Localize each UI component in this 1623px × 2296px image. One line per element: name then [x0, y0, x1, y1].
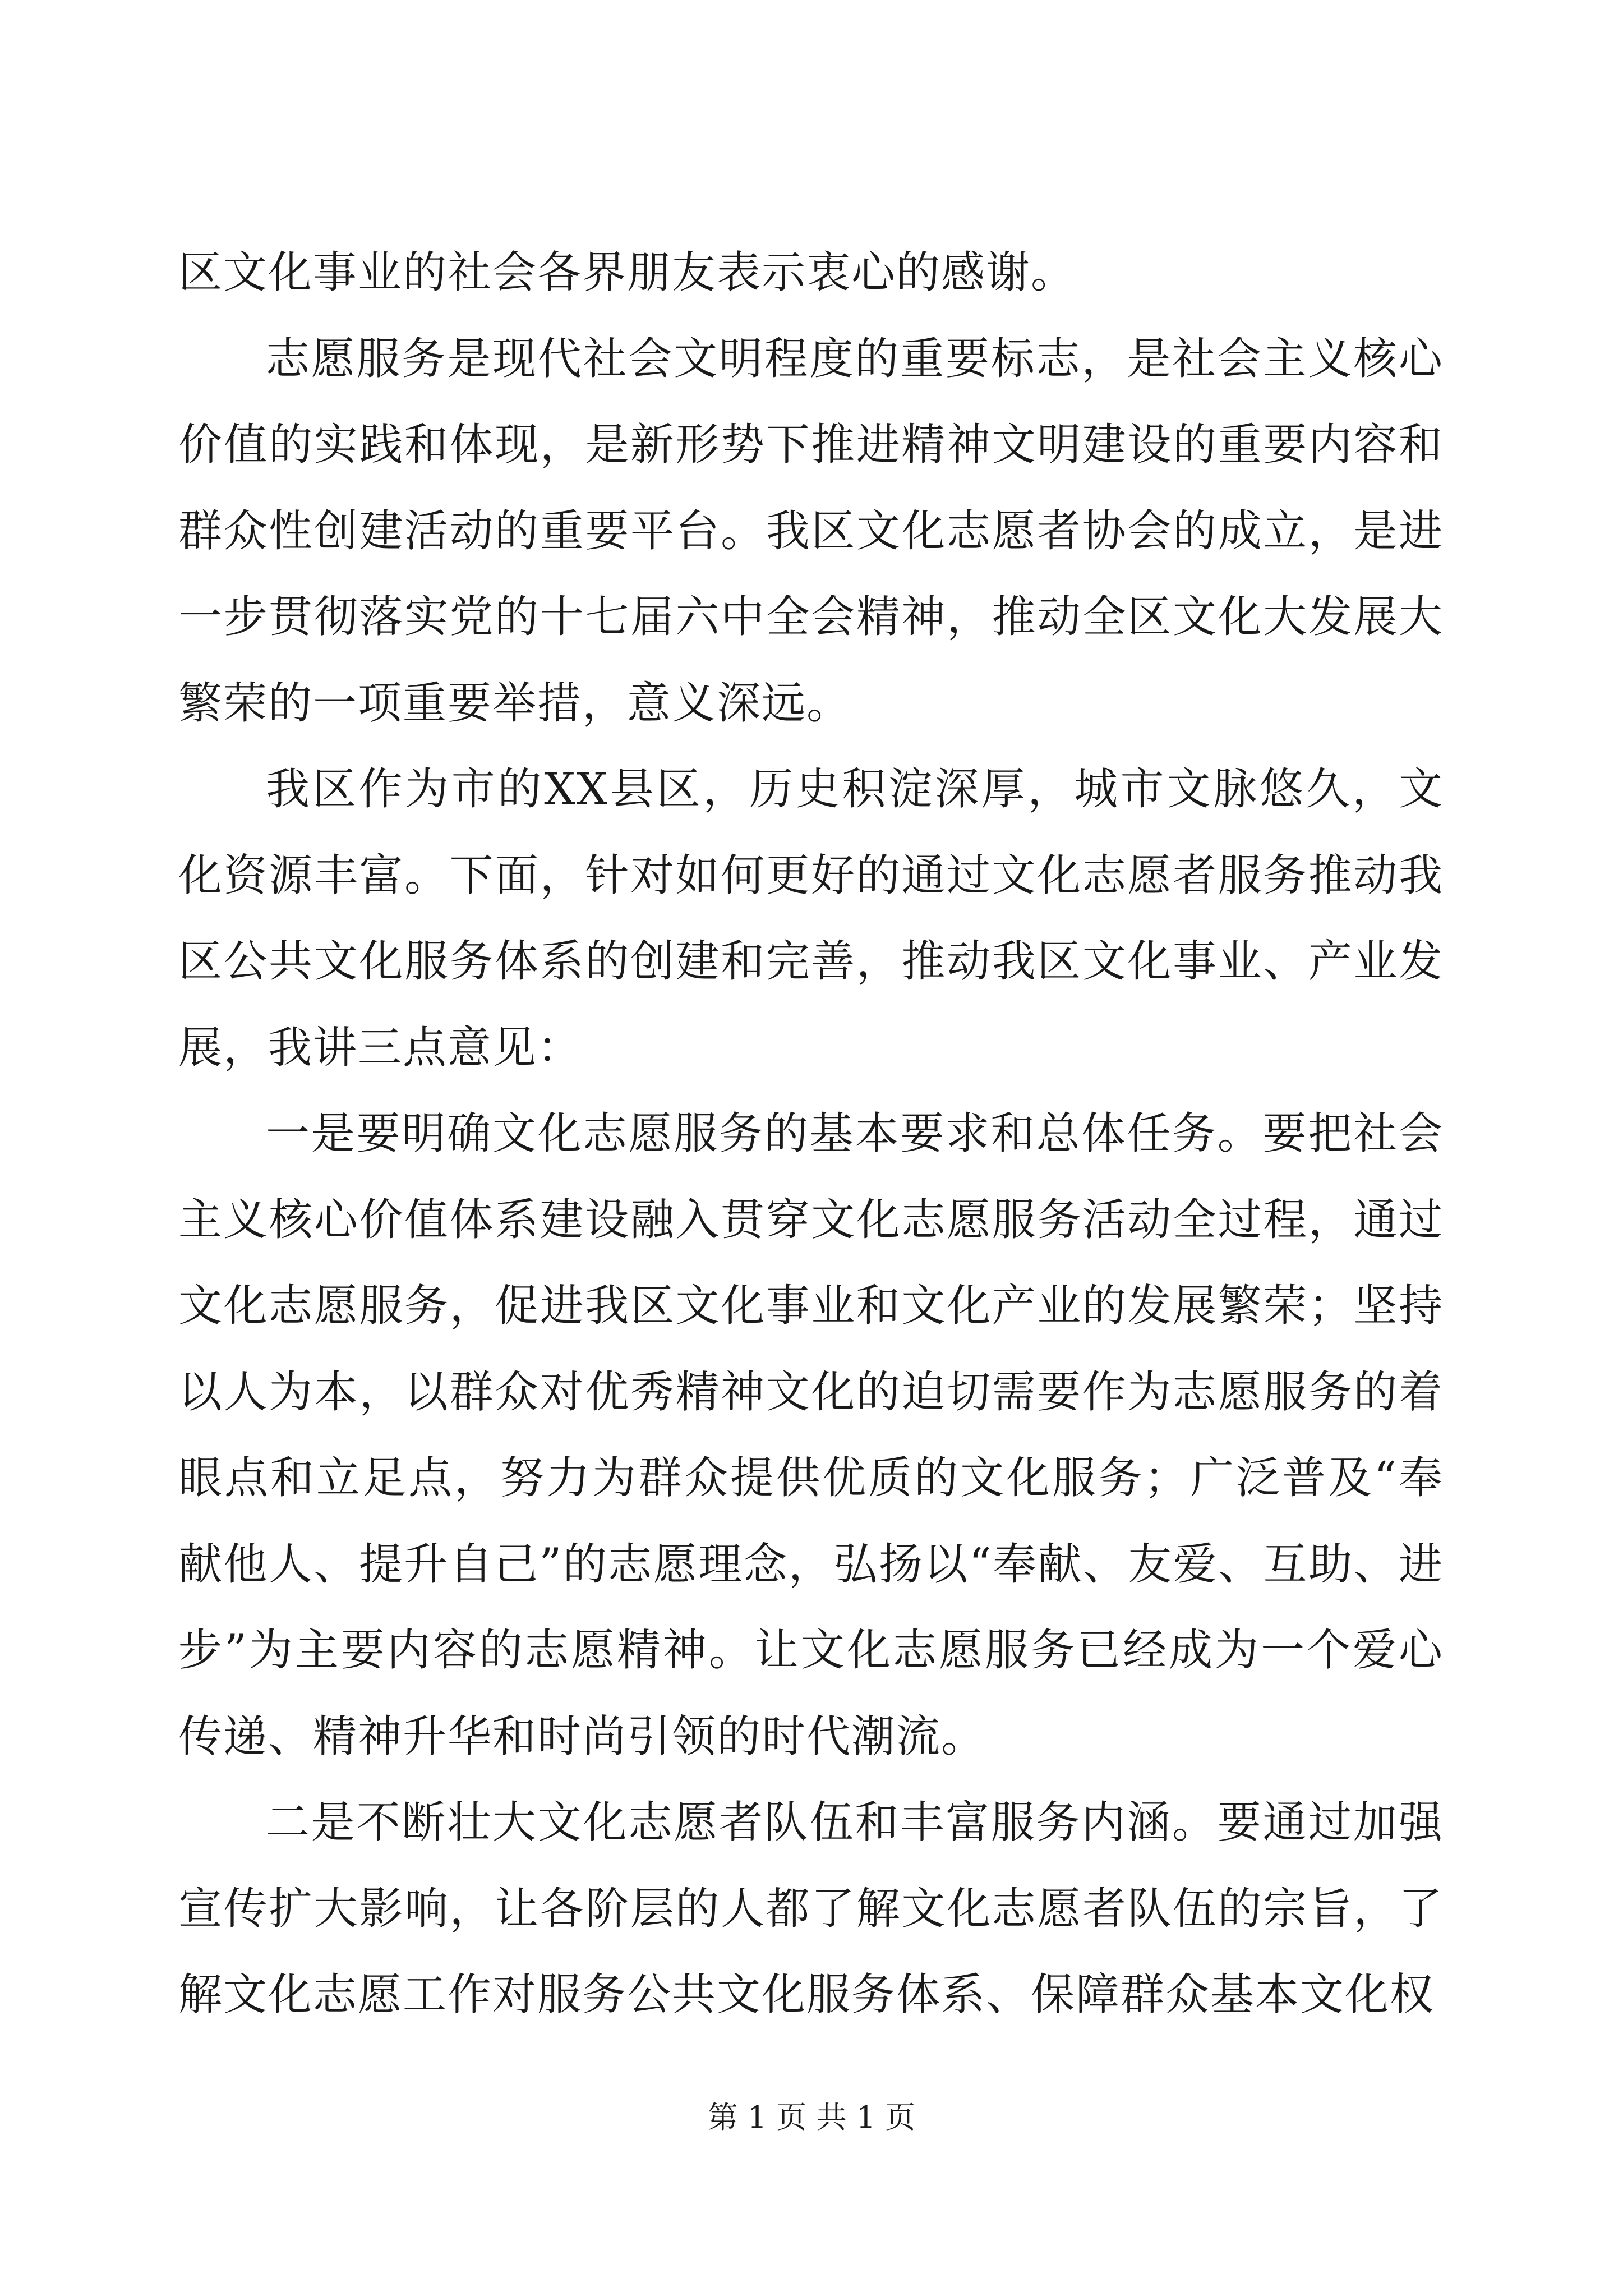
page-number-label: 第 1 页 共 1 页: [707, 2100, 916, 2135]
document-body: [178, 230, 1444, 2039]
page-footer: [0, 2098, 1623, 2137]
paragraph-3: 我区作为市的XX县区，历史积淀深厚，城市文脉悠久，文化资源丰富。下面，针对如何更好的通过文化志愿者服务推动我区公共文化服务体系的创建和完善，推动我区文化事业、产业发展，我讲三点意见：: [178, 764, 1444, 1073]
paragraph-2: 志愿服务是现代社会文明程度的重要标志，是社会主义核心价值的实践和体现，是新形势下推进精神文明建设的重要内容和群众性创建活动的重要平台。我区文化志愿者协会的成立，是进一步贯彻落实党的十七届六中全会精神，推动全区文化大发展大繁荣的一项重要举措，意义深远。: [178, 333, 1444, 729]
paragraph-5: 二是不断壮大文化志愿者队伍和丰富服务内涵。要通过加强宣传扩大影响，让各阶层的人都了解文化志愿者队伍的宗旨，了解文化志愿工作对服务公共文化服务体系、保障群众基本文化权: [178, 1797, 1444, 2020]
paragraph-1: 区文化事业的社会各界朋友表示衷心的感谢。: [178, 247, 1076, 298]
paragraph-4: 一是要明确文化志愿服务的基本要求和总体任务。要把社会主义核心价值体系建设融入贯穿文化志愿服务活动全过程，通过文化志愿服务，促进我区文化事业和文化产业的发展繁荣；坚持以人为本，以群众对优秀精神文化的迫切需要作为志愿服务的着眼点和立足点，努力为群众提供优质的文化服务；广泛普及“奉献他人、提升自己”的志愿理念，弘扬以“奉献、友爱、互助、进步”为主要内容的志愿精神。让文化志愿服务已经成为一个爱心传递、精神升华和时尚引领的时代潮流。: [178, 1108, 1444, 1762]
